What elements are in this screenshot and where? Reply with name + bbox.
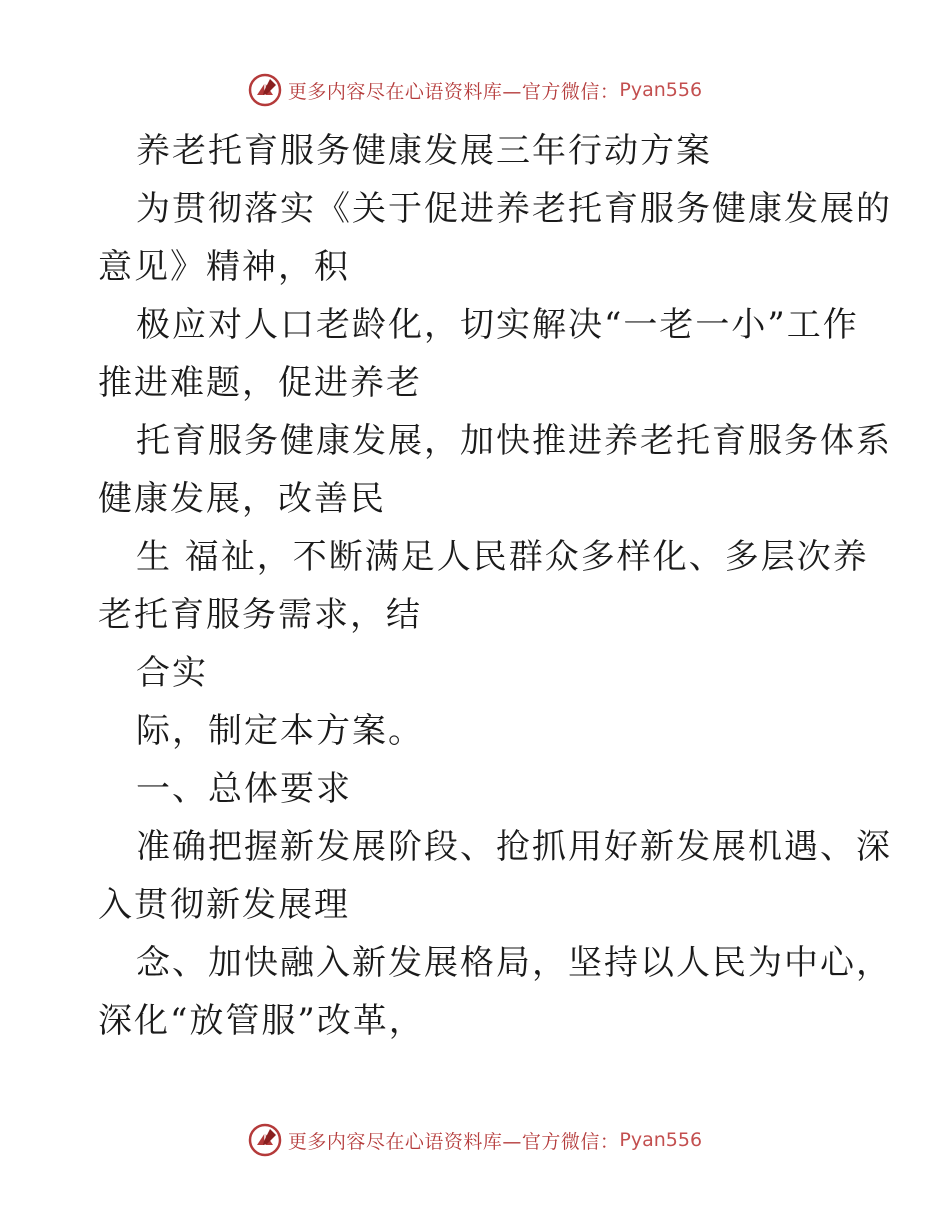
document-line: 深化“放管服”改革， xyxy=(98,1001,425,1041)
header-banner xyxy=(0,70,950,110)
document-line: 极应对人口老龄化，切实解决“一老一小”工作 xyxy=(136,305,859,345)
banner-wechat-id: Pyan556 xyxy=(619,1129,703,1151)
footer-banner xyxy=(0,1120,950,1160)
document-line: 一、总体要求 xyxy=(136,769,352,809)
document-line: 际，制定本方案。 xyxy=(136,711,424,751)
banner-text: 更多内容尽在心语资料库—官方微信： xyxy=(287,80,620,103)
document-line: 为贯彻落实《关于促进养老托育服务健康发展的 xyxy=(136,189,892,229)
document-line: 生 福祉，不断满足人民群众多样化、多层次养 xyxy=(136,537,869,577)
document-line: 推进难题，促进养老 xyxy=(98,363,422,403)
document-line: 养老托育服务健康发展三年行动方案 xyxy=(136,131,712,171)
banner-text: 更多内容尽在心语资料库—官方微信： xyxy=(287,1130,620,1153)
document-line: 入贯彻新发展理 xyxy=(98,885,350,925)
document-line: 老托育服务需求，结 xyxy=(98,595,422,635)
document-line: 念、加快融入新发展格局，坚持以人民为中心， xyxy=(136,943,892,983)
banner-wechat-id: Pyan556 xyxy=(619,79,703,101)
document-line: 合实 xyxy=(136,653,208,693)
red-book-pen-logo-icon xyxy=(248,73,282,107)
red-book-pen-logo-icon xyxy=(248,1123,282,1157)
document-line: 准确把握新发展阶段、抢抓用好新发展机遇、深 xyxy=(136,827,892,867)
document-line: 健康发展，改善民 xyxy=(98,479,386,519)
document-line: 意见》精神，积 xyxy=(98,247,350,287)
document-body xyxy=(98,122,892,1050)
document-line: 托育服务健康发展，加快推进养老托育服务体系 xyxy=(136,421,892,461)
